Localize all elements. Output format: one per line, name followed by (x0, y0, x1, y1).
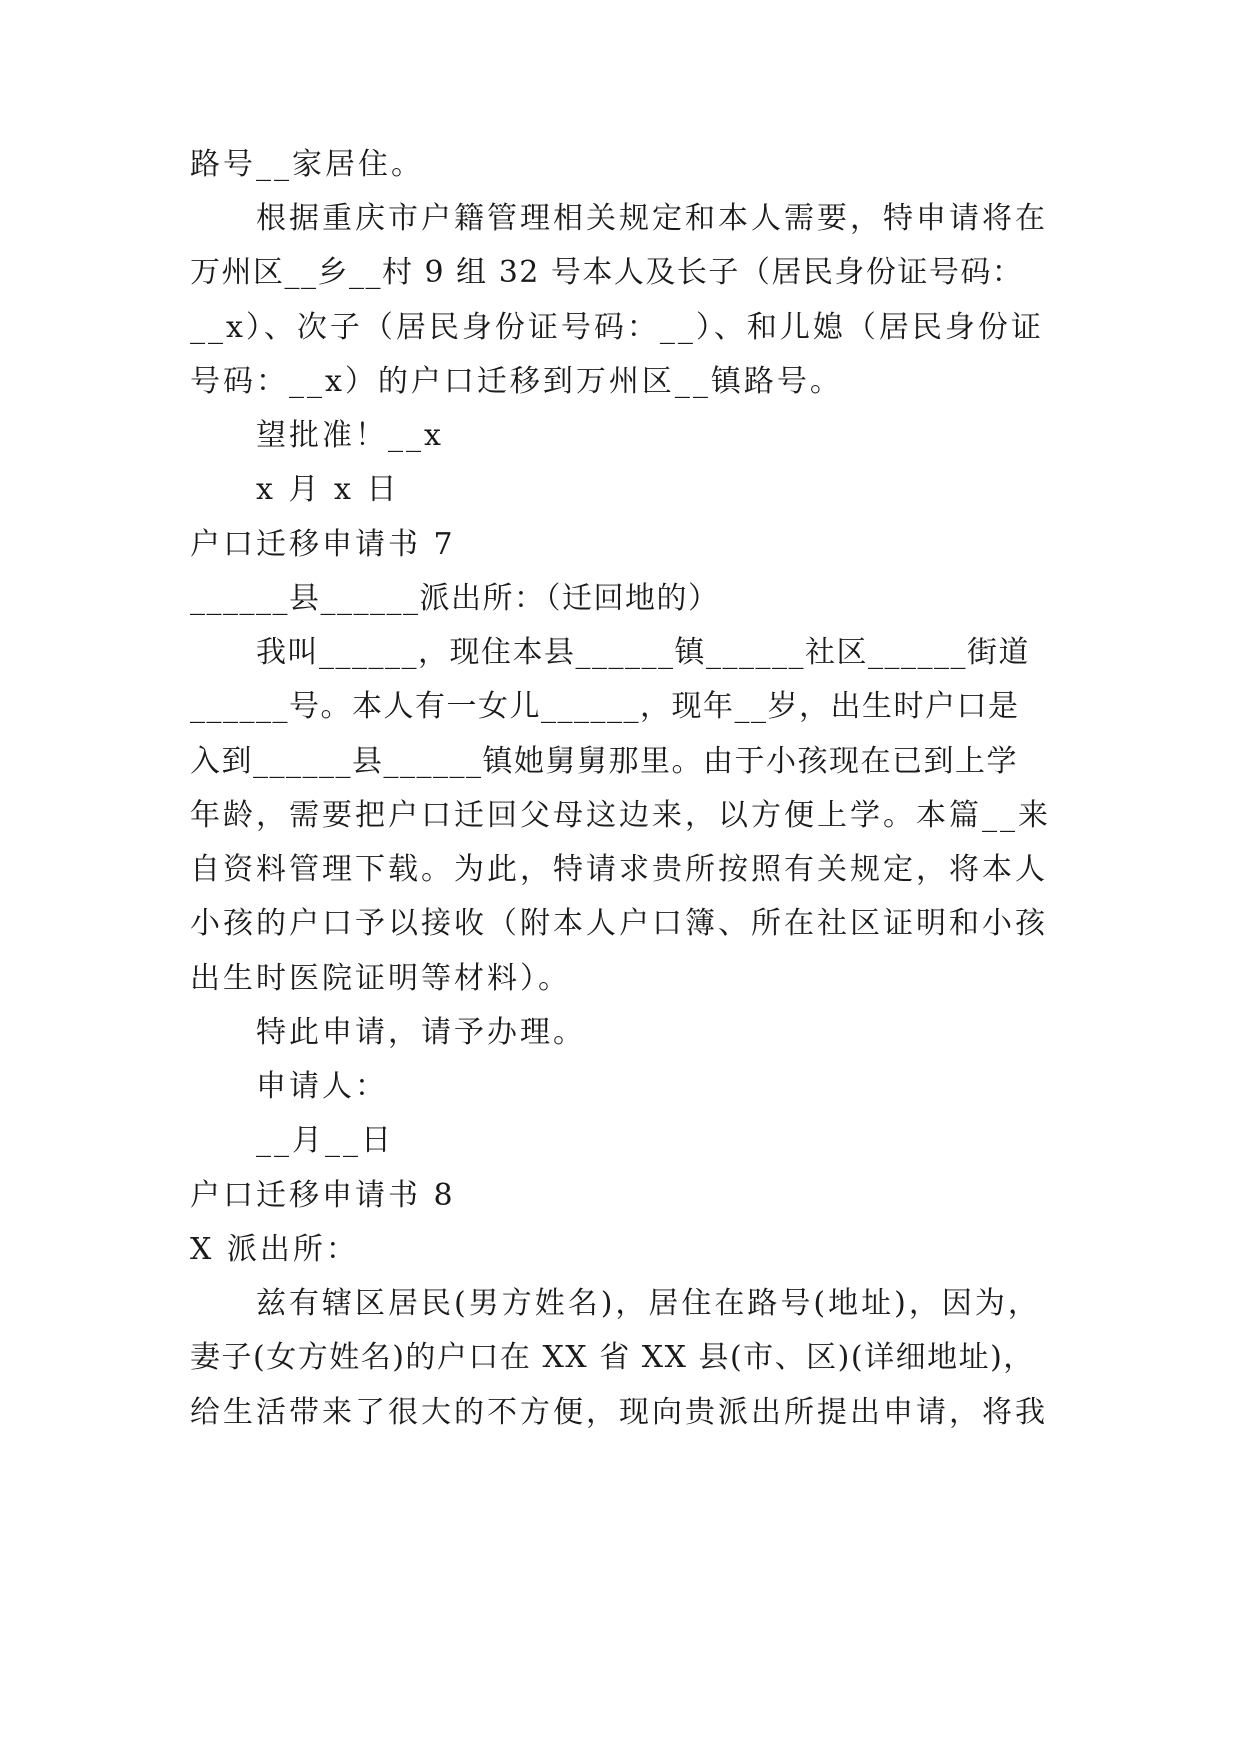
text-line-15: 小孩的户口予以接收（附本人户口簿、所在社区证明和小孩 (190, 906, 1048, 941)
section-heading-8: 户口迁移申请书 8 (190, 1178, 456, 1213)
addressee-line-8: X 派出所： (190, 1232, 359, 1267)
text-line-2: 根据重庆市户籍管理相关规定和本人需要，特申请将在 (256, 201, 1048, 236)
text-line-12: 入到______县______镇她舅舅那里。由于小孩现在已到上学 (190, 744, 1018, 779)
text-line-24: 给生活带来了很大的不方便，现向贵派出所提出申请，将我 (190, 1395, 1048, 1430)
text-line-17: 特此申请，请予办理。 (256, 1015, 586, 1050)
text-line-13: 年龄，需要把户口迁回父母这边来，以方便上学。本篇__来 (190, 798, 1051, 833)
text-line-10: 我叫______，现住本县______镇______社区______街道 (256, 635, 1030, 670)
text-line-1: 路号__家居住。 (190, 147, 424, 182)
text-line-4: __x）、次子（居民身份证号码：__）、和儿媳（居民身份证 (190, 310, 1044, 345)
text-line-3: 万州区__乡__村 9 组 32 号本人及长子（居民身份证号码： (190, 255, 1024, 290)
text-line-22: 兹有辖区居民(男方姓名)，居住在路号(地址)，因为， (256, 1286, 1041, 1321)
applicant-line: 申请人： (256, 1069, 388, 1104)
text-line-16: 出生时医院证明等材料）。 (190, 961, 571, 996)
text-line-7: x 月 x 日 (256, 472, 400, 507)
addressee-line-7: ______县______派出所：（迁回地的） (190, 581, 720, 616)
date-line: __月__日 (256, 1123, 394, 1158)
text-line-5: 号码：__x）的户口迁移到万州区__镇路号。 (190, 364, 843, 399)
text-line-23: 妻子(女方姓名)的户口在 XX 省 XX 县(市、区)(详细地址)， (190, 1340, 1035, 1375)
text-line-14: 自资料管理下载。为此，特请求贵所按照有关规定，将本人 (190, 852, 1048, 887)
section-heading-7: 户口迁移申请书 7 (190, 527, 456, 562)
text-line-6: 望批准！__x (256, 418, 444, 453)
text-line-11: ______号。本人有一女儿______，现年__岁，出生时户口是 (190, 689, 1020, 724)
